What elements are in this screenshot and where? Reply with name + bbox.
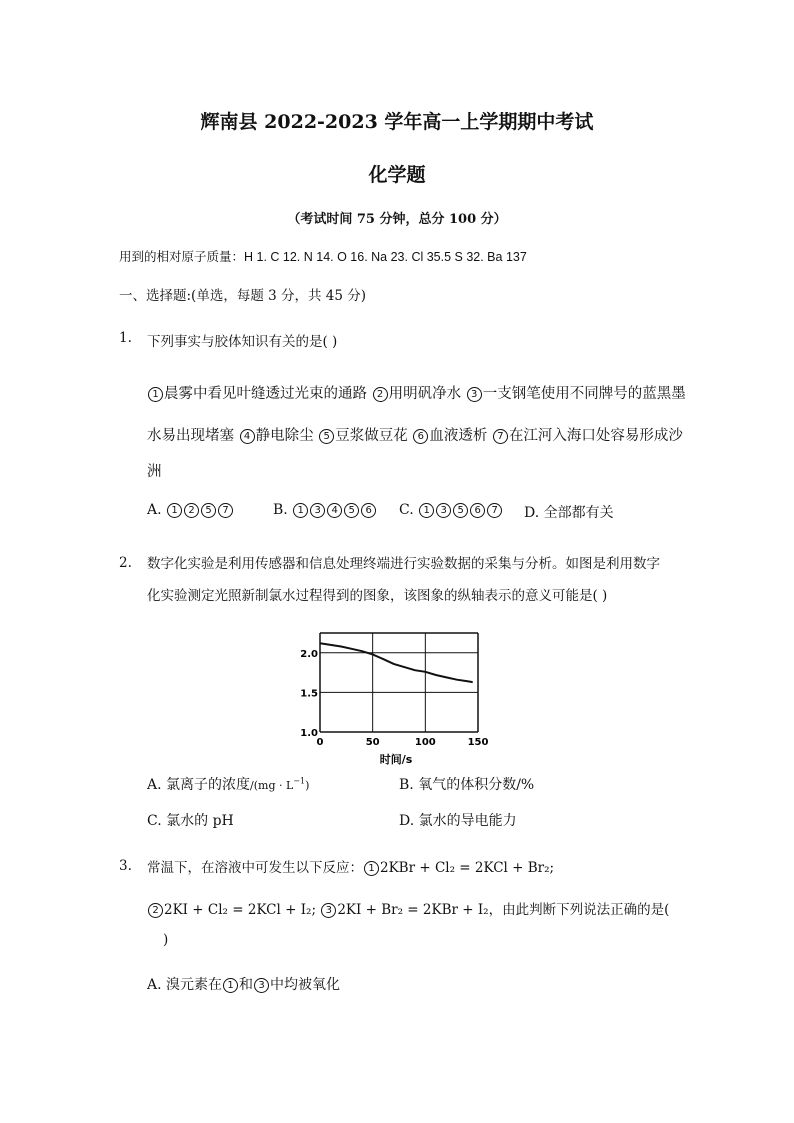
q3-line2 xyxy=(147,898,669,918)
option-text: 和 xyxy=(239,977,254,993)
q1-stem-text: 下列事实与胶体知识有关的是 xyxy=(147,334,323,350)
x-tick-labels xyxy=(317,737,489,748)
option-label: C. xyxy=(399,502,414,518)
y-tick-labels xyxy=(300,649,318,739)
option-label: A. xyxy=(147,502,162,518)
chlorine-water-chart xyxy=(290,625,500,765)
q3-number: 3. xyxy=(119,858,132,874)
exam-note: （考试时间 75 分钟，总分 100 分） xyxy=(287,212,507,227)
q1-item-6: 血液透析 xyxy=(429,428,488,444)
circle-mark: 1 xyxy=(293,503,308,518)
q2-line2-text: 化实验测定光照新制氯水过程得到的图象，该图象的纵轴表示的意义可能是 xyxy=(147,588,593,604)
q1-option-d[interactable] xyxy=(524,502,614,522)
option-label: B. xyxy=(399,777,414,793)
circle-mark: 5 xyxy=(201,503,216,518)
q1-item-7: 在江河入海口处容易形成沙 xyxy=(508,428,683,444)
q3-option-a[interactable] xyxy=(147,974,340,994)
option-text: 氧气的体积分数/% xyxy=(418,777,535,793)
q1-item-3-cont: 水易出现堵塞 xyxy=(147,428,234,444)
section-heading: 一、选择题:(单选，每题 3 分，共 45 分) xyxy=(119,288,367,304)
q1-item-7-cont: 洲 xyxy=(147,464,162,480)
circle-mark-1: 1 xyxy=(148,387,163,402)
q1-stem xyxy=(147,330,337,350)
option-label: C. xyxy=(147,813,162,829)
circle-mark: 7 xyxy=(487,503,502,518)
circle-mark: 7 xyxy=(218,503,233,518)
atomic-masses: 用到的相对原子质量：H 1. C 12. N 14. O 16. Na 23. Cl 35.5 S 32. Ba 137 xyxy=(119,250,527,264)
option-label: A. xyxy=(147,777,162,793)
circle-mark-7: 7 xyxy=(493,429,508,444)
q2-line1: 数字化实验是利用传感器和信息处理终端进行实验数据的采集与分析。如图是利用数字 xyxy=(147,556,660,572)
option-label: A. xyxy=(147,977,162,993)
circle-mark: 1 xyxy=(419,503,434,518)
q1-item-1: 晨雾中看见叶缝透过光束的通路 xyxy=(164,386,367,402)
reaction-2: 2KI + Cl₂ = 2KCl + I₂; xyxy=(164,902,317,918)
y-tick-label: 1.5 xyxy=(300,688,318,700)
reaction-1: 2KBr + Cl₂ = 2KCl + Br₂; xyxy=(380,860,555,876)
circle-mark-1: 1 xyxy=(364,861,379,876)
circle-mark-5: 5 xyxy=(319,429,334,444)
option-label: D. xyxy=(524,505,540,521)
q2-option-c[interactable] xyxy=(147,810,234,830)
circle-mark-4: 4 xyxy=(240,429,255,444)
reaction-3: 2KI + Br₂ = 2KBr + I₂ xyxy=(337,902,489,918)
circle-mark-3: 3 xyxy=(254,978,269,993)
y-tick-label: 2.0 xyxy=(300,648,318,660)
q2-number: 2. xyxy=(119,555,132,571)
circle-mark: 2 xyxy=(184,503,199,518)
circle-mark: 3 xyxy=(436,503,451,518)
option-text: 氯离子的浓度 xyxy=(166,777,251,793)
circle-mark-1: 1 xyxy=(223,978,238,993)
exam-title: 辉南县 2022-2023 学年高一上学期期中考试 xyxy=(200,111,594,133)
q2-option-b[interactable] xyxy=(399,774,534,794)
circle-mark: 5 xyxy=(344,503,359,518)
q1-option-a[interactable] xyxy=(147,502,234,518)
q1-item-3: 一支钢笔使用不同牌号的蓝黑墨 xyxy=(482,386,686,402)
circle-mark-3: 3 xyxy=(321,903,336,918)
q2-line2 xyxy=(147,584,607,604)
option-unit: /(mg · L xyxy=(250,779,294,792)
x-tick-label: 50 xyxy=(365,737,380,748)
circle-mark: 3 xyxy=(310,503,325,518)
series-line xyxy=(320,643,473,682)
option-text: 中均被氧化 xyxy=(270,977,341,993)
x-axis-label: 时间/s xyxy=(379,753,413,765)
circle-mark-3: 3 xyxy=(467,387,482,402)
q2-option-a[interactable]: A. 氯离子的浓度$/(mg \cdot L^{-1})$ xyxy=(147,776,310,793)
q1-items-line1 xyxy=(147,382,686,403)
q1-number: 1. xyxy=(119,330,132,346)
q2-option-d[interactable] xyxy=(399,810,517,830)
circle-mark-6: 6 xyxy=(413,429,428,444)
x-tick-label: 0 xyxy=(316,737,324,748)
q1-paren: ( ) xyxy=(322,334,338,350)
option-text: 氯水的 pH xyxy=(166,813,234,829)
circle-mark: 1 xyxy=(167,503,182,518)
q1-option-b[interactable] xyxy=(273,502,377,518)
circle-mark: 5 xyxy=(453,503,468,518)
q3-close-paren: ) xyxy=(163,932,169,948)
circle-mark: 4 xyxy=(327,503,342,518)
circle-mark: 6 xyxy=(470,503,485,518)
option-text: 溴元素在 xyxy=(166,977,223,993)
x-tick-label: 100 xyxy=(414,737,436,748)
q2-paren: ( ) xyxy=(592,588,608,604)
option-label: D. xyxy=(399,813,415,829)
circle-mark-2: 2 xyxy=(148,903,163,918)
q3-intro: 常温下，在溶液中可发生以下反应： xyxy=(147,860,363,876)
option-text: 全部都有关 xyxy=(543,505,614,521)
option-text: 氯水的导电能力 xyxy=(418,813,517,829)
q1-item-2: 用明矾净水 xyxy=(388,386,462,402)
circle-mark-2: 2 xyxy=(373,387,388,402)
q3-tail: ，由此判断下列说法正确的是( xyxy=(488,902,670,918)
q1-items-line2 xyxy=(147,424,683,445)
circle-mark: 6 xyxy=(361,503,376,518)
y-tick-label: 1.0 xyxy=(300,728,318,739)
x-tick-label: 150 xyxy=(467,737,489,748)
q3-line1 xyxy=(147,856,554,876)
q1-item-5: 豆浆做豆花 xyxy=(335,428,408,444)
q1-item-4: 静电除尘 xyxy=(255,428,314,444)
subject-title: 化学题 xyxy=(368,164,426,186)
q1-option-c[interactable] xyxy=(399,502,503,518)
option-label: B. xyxy=(273,502,288,518)
